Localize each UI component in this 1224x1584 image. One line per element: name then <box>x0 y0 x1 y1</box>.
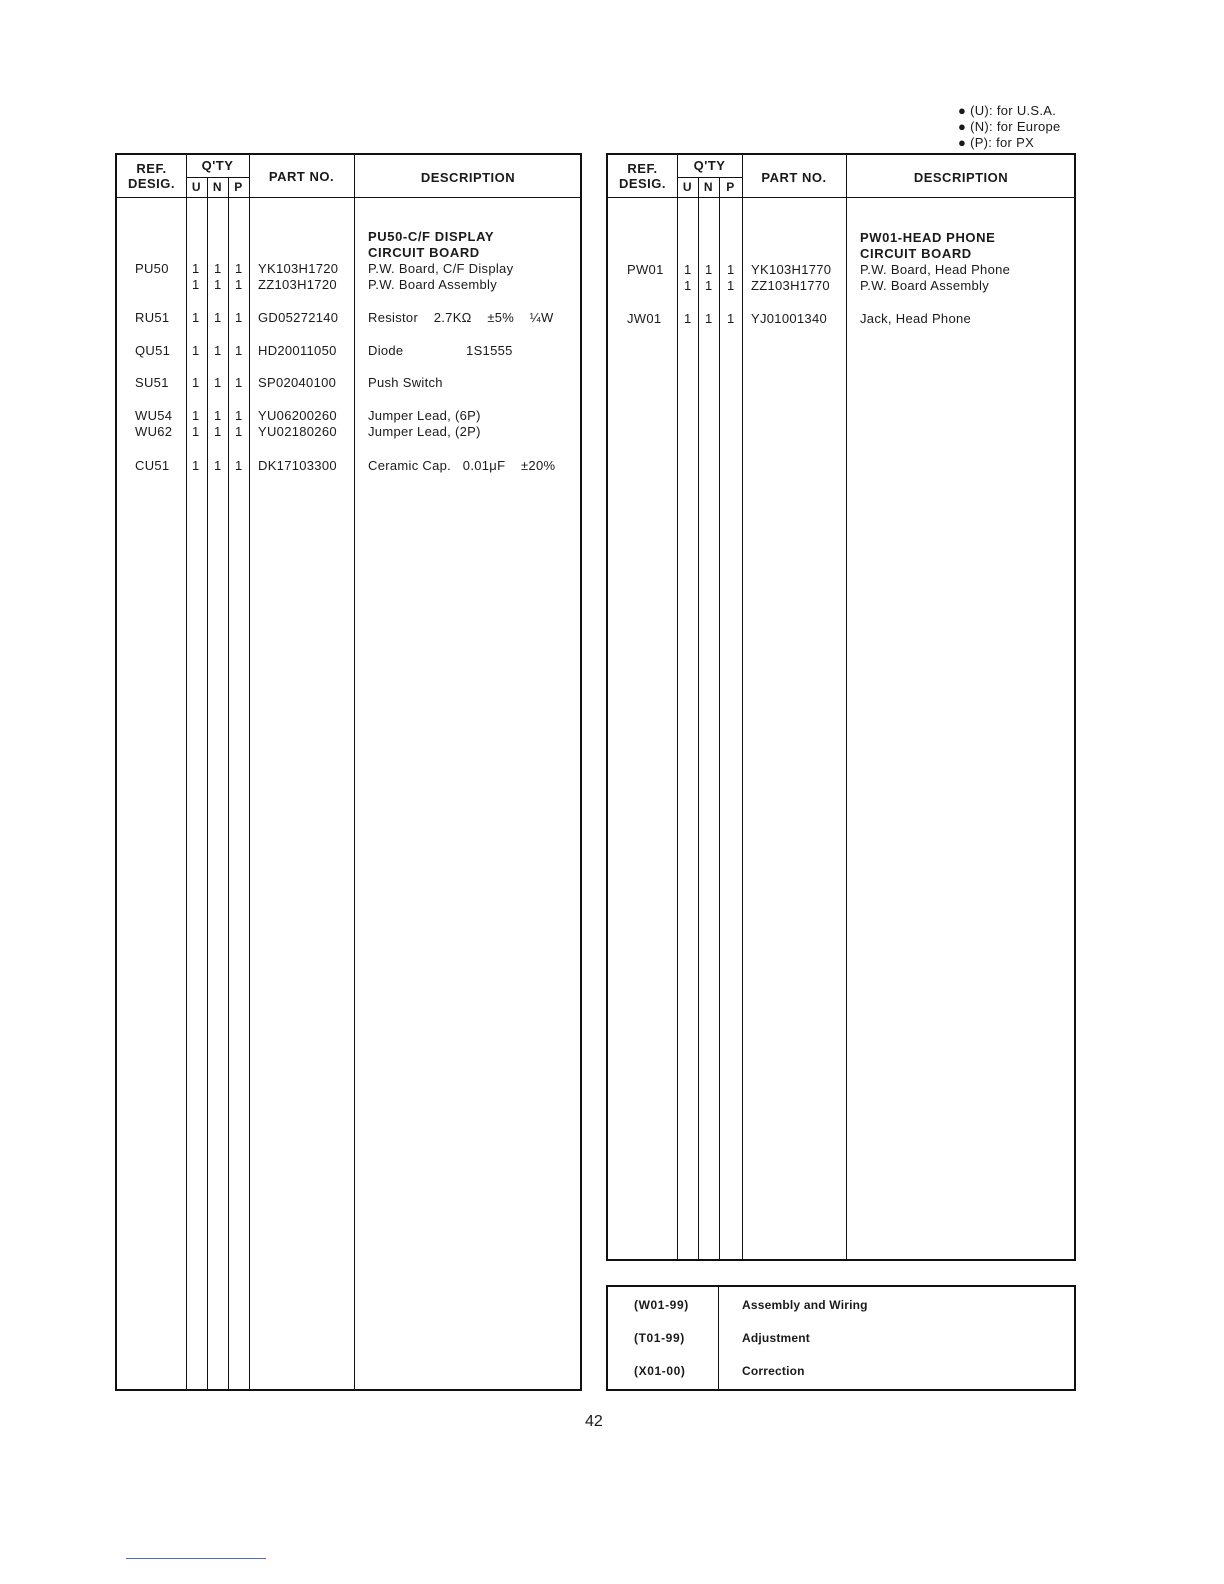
row-qty-u: 1 <box>684 278 692 293</box>
row-ref: SU51 <box>135 375 169 390</box>
header-n: N <box>703 180 714 194</box>
row-ref: QU51 <box>135 343 171 358</box>
row-qty-p: 1 <box>235 277 243 292</box>
code-label: Assembly and Wiring <box>742 1298 868 1312</box>
row-qty-p: 1 <box>727 262 735 277</box>
row-part-no: HD20011050 <box>258 343 337 358</box>
row-qty-u: 1 <box>192 343 200 358</box>
header-description: DESCRIPTION <box>913 170 1009 185</box>
row-description: Ceramic Cap. 0.01μF ±20% <box>368 458 556 473</box>
row-qty-u: 1 <box>192 261 200 276</box>
page-number: 42 <box>585 1413 603 1430</box>
header-n: N <box>212 180 223 194</box>
right-parts-table <box>606 153 1076 1261</box>
divider <box>126 1558 266 1559</box>
row-ref: WU62 <box>135 424 173 439</box>
code-label: Correction <box>742 1364 805 1378</box>
code-value: (W01-99) <box>634 1298 689 1312</box>
section-title: CIRCUIT BOARD <box>860 246 972 261</box>
row-qty-p: 1 <box>235 343 243 358</box>
legend-px: ● (P): for PX <box>958 135 1035 150</box>
row-qty-p: 1 <box>727 278 735 293</box>
row-part-no: SP02040100 <box>258 375 337 390</box>
row-ref: PU50 <box>135 261 169 276</box>
row-part-no: YK103H1770 <box>751 262 832 277</box>
row-description: Push Switch <box>368 375 443 390</box>
row-part-no: YU06200260 <box>258 408 337 423</box>
header-u: U <box>191 180 202 194</box>
header-ref: REF. <box>136 161 167 176</box>
row-qty-n: 1 <box>214 408 222 423</box>
row-ref: PW01 <box>627 262 664 277</box>
row-qty-n: 1 <box>705 311 713 326</box>
row-description: P.W. Board, C/F Display <box>368 261 514 276</box>
section-title: PW01-HEAD PHONE <box>860 230 996 245</box>
row-description: Diode 1S1555 <box>368 343 513 358</box>
header-u: U <box>682 180 693 194</box>
legend-usa: ● (U): for U.S.A. <box>958 103 1057 118</box>
section-title: PU50-C/F DISPLAY <box>368 229 495 244</box>
row-qty-p: 1 <box>235 458 243 473</box>
row-part-no: YU02180260 <box>258 424 337 439</box>
section-title: CIRCUIT BOARD <box>368 245 480 260</box>
row-qty-p: 1 <box>235 261 243 276</box>
row-qty-n: 1 <box>214 458 222 473</box>
row-qty-n: 1 <box>214 424 222 439</box>
row-qty-p: 1 <box>727 311 735 326</box>
row-qty-u: 1 <box>192 277 200 292</box>
row-qty-u: 1 <box>684 262 692 277</box>
row-qty-p: 1 <box>235 408 243 423</box>
row-description: Resistor 2.7KΩ ±5% ¼W <box>368 310 554 325</box>
row-ref: RU51 <box>135 310 170 325</box>
left-parts-table <box>115 153 582 1391</box>
header-desig: DESIG. <box>127 176 176 191</box>
row-ref: WU54 <box>135 408 173 423</box>
code-value: (T01-99) <box>634 1331 685 1345</box>
row-qty-u: 1 <box>684 311 692 326</box>
row-qty-n: 1 <box>214 343 222 358</box>
row-qty-n: 1 <box>214 310 222 325</box>
row-qty-p: 1 <box>235 375 243 390</box>
header-p: P <box>726 180 735 194</box>
header-p: P <box>234 180 243 194</box>
row-qty-n: 1 <box>214 277 222 292</box>
row-qty-n: 1 <box>214 375 222 390</box>
legend <box>958 103 1061 151</box>
row-qty-n: 1 <box>214 261 222 276</box>
row-description: P.W. Board, Head Phone <box>860 262 1011 277</box>
row-qty-u: 1 <box>192 408 200 423</box>
header-description: DESCRIPTION <box>420 170 516 185</box>
row-qty-n: 1 <box>705 262 713 277</box>
header-qty: Q'TY <box>201 158 234 173</box>
row-qty-n: 1 <box>705 278 713 293</box>
row-qty-u: 1 <box>192 424 200 439</box>
row-description: P.W. Board Assembly <box>860 278 990 293</box>
row-description: Jack, Head Phone <box>860 311 972 326</box>
row-description: P.W. Board Assembly <box>368 277 498 292</box>
code-value: (X01-00) <box>634 1364 686 1378</box>
code-label: Adjustment <box>742 1331 810 1345</box>
row-qty-u: 1 <box>192 375 200 390</box>
row-qty-u: 1 <box>192 458 200 473</box>
header-qty: Q'TY <box>693 158 726 173</box>
row-qty-p: 1 <box>235 310 243 325</box>
header-part-no: PART NO. <box>268 169 335 184</box>
row-part-no: ZZ103H1770 <box>751 278 830 293</box>
row-qty-u: 1 <box>192 310 200 325</box>
row-part-no: DK17103300 <box>258 458 337 473</box>
code-legend-table <box>606 1285 1076 1391</box>
row-description: Jumper Lead, (6P) <box>368 408 481 423</box>
row-qty-p: 1 <box>235 424 243 439</box>
legend-europe: ● (N): for Europe <box>958 119 1061 134</box>
row-description: Jumper Lead, (2P) <box>368 424 481 439</box>
row-part-no: ZZ103H1720 <box>258 277 337 292</box>
header-ref: REF. <box>627 161 658 176</box>
row-part-no: GD05272140 <box>258 310 339 325</box>
header-desig: DESIG. <box>618 176 667 191</box>
row-ref: CU51 <box>135 458 170 473</box>
row-part-no: YK103H1720 <box>258 261 339 276</box>
header-part-no: PART NO. <box>761 170 827 185</box>
row-ref: JW01 <box>627 311 662 326</box>
row-part-no: YJ01001340 <box>751 311 828 326</box>
